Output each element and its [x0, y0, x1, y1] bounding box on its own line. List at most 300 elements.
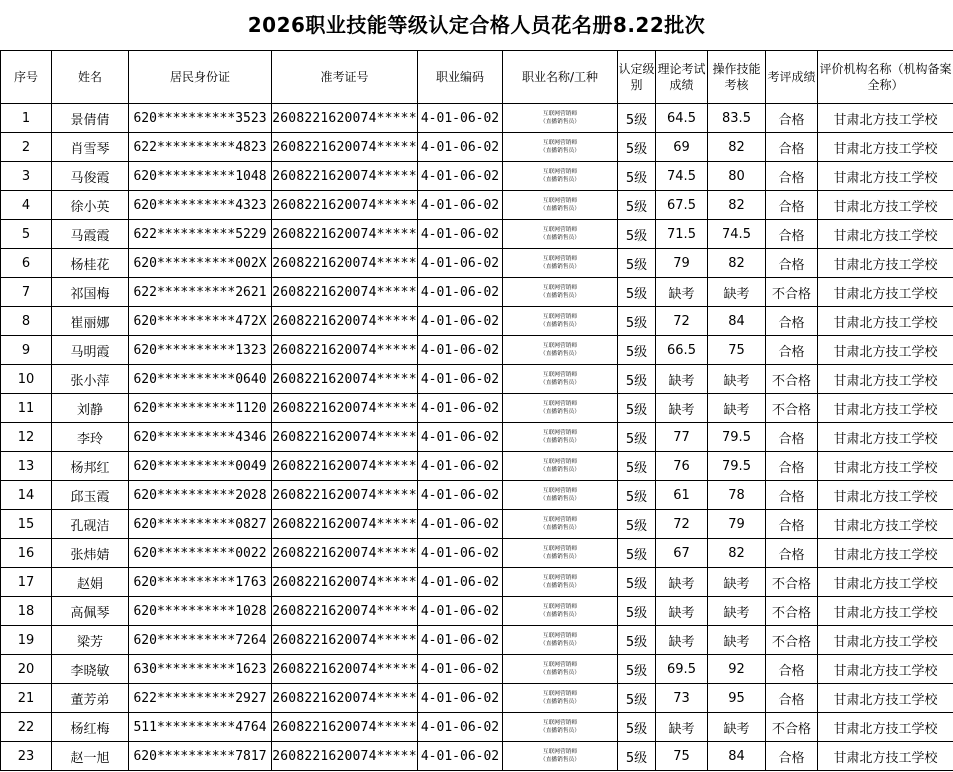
job-name-cell [503, 220, 618, 249]
theory-score-cell: 71.5 [656, 220, 708, 249]
result-cell: 合格 [766, 423, 818, 452]
name-cell: 刘静 [52, 394, 129, 423]
name-cell: 张炜婧 [52, 539, 129, 568]
id-card-cell: 620**********002X [129, 249, 272, 278]
job-subtitle-line: （直播销售员） [540, 437, 580, 444]
table-row [1, 104, 953, 133]
result-cell: 合格 [766, 249, 818, 278]
row-number-cell: 15 [1, 510, 52, 539]
practice-score-cell: 79.5 [708, 452, 766, 481]
roster-table [0, 50, 953, 771]
level-cell: 5级 [618, 191, 656, 220]
organization-cell: 甘肃北方技工学校 [818, 481, 953, 510]
ticket-number-cell: 2608221620074***** [272, 481, 418, 510]
result-cell: 不合格 [766, 365, 818, 394]
roster-body [1, 104, 953, 771]
practice-score-cell: 82 [708, 133, 766, 162]
col-header-org: 评价机构名称（机构备案全称） [818, 51, 953, 104]
name-cell: 徐小英 [52, 191, 129, 220]
table-row [1, 452, 953, 481]
theory-score-cell: 77 [656, 423, 708, 452]
name-cell: 李玲 [52, 423, 129, 452]
job-code-cell: 4-01-06-02 [418, 742, 503, 771]
job-code-cell: 4-01-06-02 [418, 307, 503, 336]
practice-score-cell: 缺考 [708, 568, 766, 597]
id-card-cell: 620**********0640 [129, 365, 272, 394]
practice-score-cell: 缺考 [708, 597, 766, 626]
name-cell: 马明霞 [52, 336, 129, 365]
practice-score-cell: 缺考 [708, 713, 766, 742]
job-code-cell: 4-01-06-02 [418, 481, 503, 510]
job-code-cell: 4-01-06-02 [418, 133, 503, 162]
name-cell: 董芳弟 [52, 684, 129, 713]
job-name-line: 互联网营销师 [542, 487, 578, 494]
result-cell: 合格 [766, 655, 818, 684]
organization-cell: 甘肃北方技工学校 [818, 133, 953, 162]
row-number-cell: 12 [1, 423, 52, 452]
result-cell: 合格 [766, 539, 818, 568]
result-cell: 合格 [766, 307, 818, 336]
id-card-cell: 622**********4823 [129, 133, 272, 162]
theory-score-cell: 79 [656, 249, 708, 278]
theory-score-cell: 64.5 [656, 104, 708, 133]
id-card-cell: 620**********1323 [129, 336, 272, 365]
name-cell: 杨桂花 [52, 249, 129, 278]
ticket-number-cell: 2608221620074***** [272, 191, 418, 220]
ticket-number-cell: 2608221620074***** [272, 365, 418, 394]
name-cell: 景倩倩 [52, 104, 129, 133]
ticket-number-cell: 2608221620074***** [272, 394, 418, 423]
table-row [1, 568, 953, 597]
practice-score-cell: 84 [708, 307, 766, 336]
id-card-cell: 620**********3523 [129, 104, 272, 133]
result-cell: 合格 [766, 452, 818, 481]
row-number-cell: 11 [1, 394, 52, 423]
theory-score-cell: 缺考 [656, 394, 708, 423]
row-number-cell: 10 [1, 365, 52, 394]
row-number-cell: 16 [1, 539, 52, 568]
row-number-cell: 1 [1, 104, 52, 133]
organization-cell: 甘肃北方技工学校 [818, 510, 953, 539]
row-number-cell: 21 [1, 684, 52, 713]
id-card-cell: 622**********5229 [129, 220, 272, 249]
practice-score-cell: 75 [708, 336, 766, 365]
job-code-cell: 4-01-06-02 [418, 684, 503, 713]
organization-cell: 甘肃北方技工学校 [818, 423, 953, 452]
level-cell: 5级 [618, 336, 656, 365]
row-number-cell: 13 [1, 452, 52, 481]
ticket-number-cell: 2608221620074***** [272, 249, 418, 278]
practice-score-cell: 82 [708, 249, 766, 278]
organization-cell: 甘肃北方技工学校 [818, 220, 953, 249]
row-number-cell: 14 [1, 481, 52, 510]
job-name-cell [503, 568, 618, 597]
table-row [1, 133, 953, 162]
table-row [1, 539, 953, 568]
organization-cell: 甘肃北方技工学校 [818, 336, 953, 365]
organization-cell: 甘肃北方技工学校 [818, 104, 953, 133]
id-card-cell: 511**********4764 [129, 713, 272, 742]
ticket-number-cell: 2608221620074***** [272, 568, 418, 597]
name-cell: 梁芳 [52, 626, 129, 655]
job-name-cell [503, 423, 618, 452]
id-card-cell: 620**********472X [129, 307, 272, 336]
theory-score-cell: 缺考 [656, 278, 708, 307]
ticket-number-cell: 2608221620074***** [272, 713, 418, 742]
job-name-cell [503, 394, 618, 423]
job-subtitle-line: （直播销售员） [540, 582, 580, 589]
row-number-cell: 2 [1, 133, 52, 162]
row-number-cell: 19 [1, 626, 52, 655]
col-header-job-code: 职业编码 [418, 51, 503, 104]
level-cell: 5级 [618, 655, 656, 684]
job-subtitle-line: （直播销售员） [540, 495, 580, 502]
name-cell: 杨红梅 [52, 713, 129, 742]
row-number-cell: 4 [1, 191, 52, 220]
id-card-cell: 620**********1028 [129, 597, 272, 626]
ticket-number-cell: 2608221620074***** [272, 655, 418, 684]
col-header-practice: 操作技能考核 [708, 51, 766, 104]
ticket-number-cell: 2608221620074***** [272, 597, 418, 626]
job-subtitle-line: （直播销售员） [540, 118, 580, 125]
practice-score-cell: 79.5 [708, 423, 766, 452]
theory-score-cell: 缺考 [656, 597, 708, 626]
job-name-line: 互联网营销师 [542, 168, 578, 175]
organization-cell: 甘肃北方技工学校 [818, 365, 953, 394]
ticket-number-cell: 2608221620074***** [272, 452, 418, 481]
name-cell: 马俊霞 [52, 162, 129, 191]
job-name-cell [503, 191, 618, 220]
job-name-line: 互联网营销师 [542, 661, 578, 668]
job-name-cell [503, 481, 618, 510]
organization-cell: 甘肃北方技工学校 [818, 162, 953, 191]
table-row [1, 365, 953, 394]
name-cell: 祁国梅 [52, 278, 129, 307]
level-cell: 5级 [618, 104, 656, 133]
organization-cell: 甘肃北方技工学校 [818, 684, 953, 713]
job-name-cell [503, 713, 618, 742]
theory-score-cell: 61 [656, 481, 708, 510]
practice-score-cell: 95 [708, 684, 766, 713]
job-name-cell [503, 162, 618, 191]
job-subtitle-line: （直播销售员） [540, 727, 580, 734]
level-cell: 5级 [618, 423, 656, 452]
table-row [1, 510, 953, 539]
result-cell: 不合格 [766, 626, 818, 655]
document-title: 2026职业技能等级认定合格人员花名册8.22批次 [247, 13, 706, 37]
job-subtitle-line: （直播销售员） [540, 640, 580, 647]
result-cell: 合格 [766, 104, 818, 133]
name-cell: 张小萍 [52, 365, 129, 394]
job-subtitle-line: （直播销售员） [540, 234, 580, 241]
job-name-cell [503, 104, 618, 133]
organization-cell: 甘肃北方技工学校 [818, 713, 953, 742]
table-row [1, 278, 953, 307]
theory-score-cell: 缺考 [656, 365, 708, 394]
result-cell: 合格 [766, 684, 818, 713]
row-number-cell: 9 [1, 336, 52, 365]
row-number-cell: 22 [1, 713, 52, 742]
level-cell: 5级 [618, 452, 656, 481]
theory-score-cell: 69 [656, 133, 708, 162]
job-name-line: 互联网营销师 [542, 226, 578, 233]
job-name-line: 互联网营销师 [542, 284, 578, 291]
result-cell: 合格 [766, 510, 818, 539]
job-name-line: 互联网营销师 [542, 313, 578, 320]
practice-score-cell: 83.5 [708, 104, 766, 133]
job-code-cell: 4-01-06-02 [418, 162, 503, 191]
job-name-line: 互联网营销师 [542, 574, 578, 581]
id-card-cell: 620**********0022 [129, 539, 272, 568]
result-cell: 合格 [766, 481, 818, 510]
job-subtitle-line: （直播销售员） [540, 292, 580, 299]
table-row [1, 423, 953, 452]
col-header-name: 姓名 [52, 51, 129, 104]
job-code-cell: 4-01-06-02 [418, 539, 503, 568]
level-cell: 5级 [618, 249, 656, 278]
ticket-number-cell: 2608221620074***** [272, 307, 418, 336]
table-row [1, 336, 953, 365]
level-cell: 5级 [618, 162, 656, 191]
organization-cell: 甘肃北方技工学校 [818, 191, 953, 220]
theory-score-cell: 67.5 [656, 191, 708, 220]
job-name-line: 互联网营销师 [542, 603, 578, 610]
level-cell: 5级 [618, 307, 656, 336]
name-cell: 杨邦红 [52, 452, 129, 481]
job-name-cell [503, 510, 618, 539]
job-name-line: 互联网营销师 [542, 110, 578, 117]
practice-score-cell: 缺考 [708, 278, 766, 307]
practice-score-cell: 80 [708, 162, 766, 191]
result-cell: 合格 [766, 191, 818, 220]
name-cell: 马霞霞 [52, 220, 129, 249]
job-code-cell: 4-01-06-02 [418, 220, 503, 249]
row-number-cell: 6 [1, 249, 52, 278]
organization-cell: 甘肃北方技工学校 [818, 597, 953, 626]
organization-cell: 甘肃北方技工学校 [818, 394, 953, 423]
job-subtitle-line: （直播销售员） [540, 205, 580, 212]
level-cell: 5级 [618, 220, 656, 249]
job-name-cell [503, 539, 618, 568]
ticket-number-cell: 2608221620074***** [272, 742, 418, 771]
level-cell: 5级 [618, 365, 656, 394]
job-code-cell: 4-01-06-02 [418, 104, 503, 133]
id-card-cell: 620**********7264 [129, 626, 272, 655]
practice-score-cell: 92 [708, 655, 766, 684]
id-card-cell: 622**********2621 [129, 278, 272, 307]
result-cell: 合格 [766, 742, 818, 771]
row-number-cell: 3 [1, 162, 52, 191]
table-row [1, 655, 953, 684]
organization-cell: 甘肃北方技工学校 [818, 278, 953, 307]
job-name-line: 互联网营销师 [542, 371, 578, 378]
job-subtitle-line: （直播销售员） [540, 147, 580, 154]
job-subtitle-line: （直播销售员） [540, 379, 580, 386]
id-card-cell: 620**********0049 [129, 452, 272, 481]
job-name-cell [503, 626, 618, 655]
result-cell: 不合格 [766, 394, 818, 423]
theory-score-cell: 76 [656, 452, 708, 481]
organization-cell: 甘肃北方技工学校 [818, 307, 953, 336]
job-subtitle-line: （直播销售员） [540, 756, 580, 763]
name-cell: 崔丽娜 [52, 307, 129, 336]
theory-score-cell: 69.5 [656, 655, 708, 684]
job-name-cell [503, 336, 618, 365]
job-subtitle-line: （直播销售员） [540, 698, 580, 705]
ticket-number-cell: 2608221620074***** [272, 423, 418, 452]
id-card-cell: 620**********7817 [129, 742, 272, 771]
job-name-line: 互联网营销师 [542, 545, 578, 552]
job-subtitle-line: （直播销售员） [540, 321, 580, 328]
col-header-job-name: 职业名称/工种 [503, 51, 618, 104]
job-subtitle-line: （直播销售员） [540, 466, 580, 473]
result-cell: 合格 [766, 162, 818, 191]
id-card-cell: 620**********4346 [129, 423, 272, 452]
id-card-cell: 620**********0827 [129, 510, 272, 539]
table-row [1, 162, 953, 191]
job-name-cell [503, 684, 618, 713]
job-name-cell [503, 742, 618, 771]
job-name-line: 互联网营销师 [542, 342, 578, 349]
organization-cell: 甘肃北方技工学校 [818, 655, 953, 684]
organization-cell: 甘肃北方技工学校 [818, 568, 953, 597]
job-name-cell [503, 452, 618, 481]
job-code-cell: 4-01-06-02 [418, 568, 503, 597]
row-number-cell: 7 [1, 278, 52, 307]
job-code-cell: 4-01-06-02 [418, 191, 503, 220]
job-code-cell: 4-01-06-02 [418, 394, 503, 423]
table-row [1, 713, 953, 742]
id-card-cell: 620**********1120 [129, 394, 272, 423]
result-cell: 不合格 [766, 568, 818, 597]
table-row [1, 626, 953, 655]
job-subtitle-line: （直播销售员） [540, 553, 580, 560]
job-code-cell: 4-01-06-02 [418, 249, 503, 278]
result-cell: 合格 [766, 133, 818, 162]
header-row [1, 51, 953, 104]
ticket-number-cell: 2608221620074***** [272, 510, 418, 539]
col-header-id-card: 居民身份证 [129, 51, 272, 104]
row-number-cell: 8 [1, 307, 52, 336]
theory-score-cell: 66.5 [656, 336, 708, 365]
job-name-cell [503, 278, 618, 307]
job-name-line: 互联网营销师 [542, 719, 578, 726]
theory-score-cell: 67 [656, 539, 708, 568]
name-cell: 邱玉霞 [52, 481, 129, 510]
practice-score-cell: 缺考 [708, 365, 766, 394]
table-row [1, 597, 953, 626]
result-cell: 不合格 [766, 713, 818, 742]
result-cell: 合格 [766, 336, 818, 365]
organization-cell: 甘肃北方技工学校 [818, 539, 953, 568]
result-cell: 合格 [766, 220, 818, 249]
table-row [1, 684, 953, 713]
level-cell: 5级 [618, 742, 656, 771]
result-cell: 不合格 [766, 278, 818, 307]
job-subtitle-line: （直播销售员） [540, 263, 580, 270]
row-number-cell: 17 [1, 568, 52, 597]
job-code-cell: 4-01-06-02 [418, 336, 503, 365]
name-cell: 高佩琴 [52, 597, 129, 626]
table-row [1, 249, 953, 278]
col-header-result: 考评成绩 [766, 51, 818, 104]
organization-cell: 甘肃北方技工学校 [818, 626, 953, 655]
name-cell: 肖雪琴 [52, 133, 129, 162]
table-row [1, 742, 953, 771]
job-subtitle-line: （直播销售员） [540, 524, 580, 531]
result-cell: 不合格 [766, 597, 818, 626]
job-code-cell: 4-01-06-02 [418, 655, 503, 684]
level-cell: 5级 [618, 278, 656, 307]
practice-score-cell: 78 [708, 481, 766, 510]
ticket-number-cell: 2608221620074***** [272, 220, 418, 249]
id-card-cell: 620**********4323 [129, 191, 272, 220]
job-name-cell [503, 597, 618, 626]
name-cell: 赵娟 [52, 568, 129, 597]
id-card-cell: 620**********1048 [129, 162, 272, 191]
name-cell: 李晓敏 [52, 655, 129, 684]
practice-score-cell: 79 [708, 510, 766, 539]
row-number-cell: 18 [1, 597, 52, 626]
job-subtitle-line: （直播销售员） [540, 408, 580, 415]
job-subtitle-line: （直播销售员） [540, 611, 580, 618]
level-cell: 5级 [618, 539, 656, 568]
ticket-number-cell: 2608221620074***** [272, 133, 418, 162]
job-code-cell: 4-01-06-02 [418, 423, 503, 452]
job-subtitle-line: （直播销售员） [540, 176, 580, 183]
job-code-cell: 4-01-06-02 [418, 713, 503, 742]
theory-score-cell: 缺考 [656, 626, 708, 655]
ticket-number-cell: 2608221620074***** [272, 336, 418, 365]
job-name-line: 互联网营销师 [542, 458, 578, 465]
level-cell: 5级 [618, 626, 656, 655]
table-row [1, 394, 953, 423]
job-code-cell: 4-01-06-02 [418, 597, 503, 626]
practice-score-cell: 82 [708, 191, 766, 220]
id-card-cell: 620**********1763 [129, 568, 272, 597]
job-name-cell [503, 655, 618, 684]
level-cell: 5级 [618, 133, 656, 162]
row-number-cell: 20 [1, 655, 52, 684]
name-cell: 孔砚洁 [52, 510, 129, 539]
practice-score-cell: 82 [708, 539, 766, 568]
ticket-number-cell: 2608221620074***** [272, 539, 418, 568]
practice-score-cell: 缺考 [708, 394, 766, 423]
job-name-line: 互联网营销师 [542, 429, 578, 436]
name-cell: 赵一旭 [52, 742, 129, 771]
job-subtitle-line: （直播销售员） [540, 669, 580, 676]
organization-cell: 甘肃北方技工学校 [818, 742, 953, 771]
job-name-cell [503, 249, 618, 278]
job-name-line: 互联网营销师 [542, 400, 578, 407]
level-cell: 5级 [618, 510, 656, 539]
level-cell: 5级 [618, 481, 656, 510]
job-name-line: 互联网营销师 [542, 255, 578, 262]
organization-cell: 甘肃北方技工学校 [818, 452, 953, 481]
practice-score-cell: 84 [708, 742, 766, 771]
id-card-cell: 630**********1623 [129, 655, 272, 684]
col-header-level: 认定级别 [618, 51, 656, 104]
job-name-line: 互联网营销师 [542, 748, 578, 755]
job-name-line: 互联网营销师 [542, 197, 578, 204]
col-header-ticket: 准考证号 [272, 51, 418, 104]
theory-score-cell: 74.5 [656, 162, 708, 191]
id-card-cell: 620**********2028 [129, 481, 272, 510]
job-name-cell [503, 133, 618, 162]
table-row [1, 481, 953, 510]
job-code-cell: 4-01-06-02 [418, 452, 503, 481]
job-subtitle-line: （直播销售员） [540, 350, 580, 357]
